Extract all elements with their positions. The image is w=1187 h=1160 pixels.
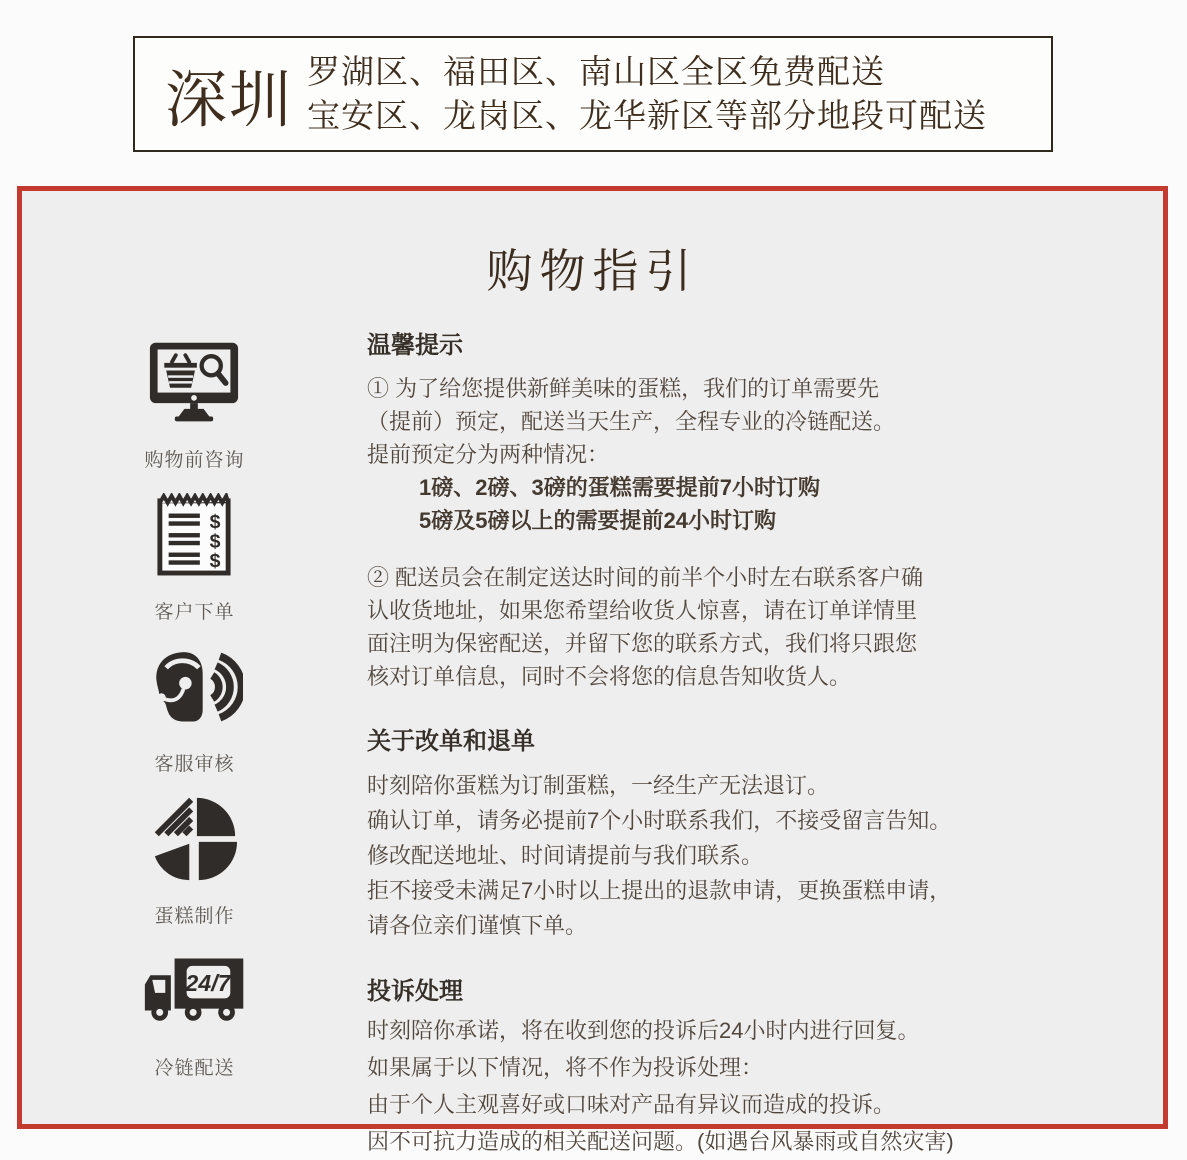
- step-pre-purchase: [144, 337, 244, 489]
- banner-delivery-lines: [307, 50, 987, 138]
- step-label-review: 客服审核: [154, 754, 235, 775]
- complaints-heading: 投诉处理: [367, 978, 463, 1005]
- changes-line: 请各位亲们谨慎下单。: [367, 913, 588, 938]
- complaints-line: 由于个人主观喜好或口味对产品有异议而造成的投诉。: [367, 1092, 896, 1117]
- changes-line: 确认订单，请务必提前7个小时联系我们，不接受留言告知。: [367, 808, 952, 833]
- changes-heading: 关于改单和退单: [367, 728, 535, 755]
- steps-column: [22, 305, 367, 1160]
- complaints-line: 因不可抗力造成的相关配送问题。(如遇台风暴雨或自然灾害): [367, 1129, 954, 1154]
- tips-advance-rules: [367, 471, 1047, 537]
- step-order: [154, 489, 234, 641]
- complaints-line: 如果属于以下情况，将不作为投诉处理：: [367, 1055, 764, 1080]
- pie-chart-icon: [152, 793, 238, 885]
- tips-line: 认收货地址，如果您希望给收货人惊喜，请在订单详情里: [367, 598, 918, 623]
- tips-paragraph-2: [367, 561, 1047, 693]
- guide-content: [22, 305, 1163, 1160]
- step-label-baking: 蛋糕制作: [154, 906, 235, 927]
- banner-free-delivery-line: 罗湖区、福田区、南山区全区免费配送: [307, 53, 886, 90]
- banner-partial-delivery-line: 宝安区、龙岗区、龙华新区等部分地段可配送: [307, 97, 988, 134]
- tips-line: 面注明为保密配送，并留下您的联系方式，我们将只跟您: [367, 631, 918, 656]
- monitor-search-icon: [148, 337, 240, 429]
- delivery-banner: [133, 36, 1053, 152]
- step-review: [147, 641, 243, 793]
- currency-glyph-1: $: [210, 511, 221, 534]
- tips-line: （提前）预定，配送当天生产，全程专业的冷链配送。: [367, 409, 896, 434]
- tips-paragraph-1: [367, 372, 1047, 471]
- advance-rule-line: 1磅、2磅、3磅的蛋糕需要提前7小时订购: [419, 475, 820, 500]
- step-delivery: [143, 945, 247, 1097]
- tips-line: ② 配送员会在制定送达时间的前半个小时左右联系客户确: [367, 565, 924, 590]
- page-title: 购物指引: [486, 245, 699, 297]
- currency-glyph-3: $: [210, 550, 221, 573]
- receipt-icon: [155, 489, 233, 581]
- step-baking: [152, 793, 238, 945]
- step-label-pre-purchase: 购物前咨询: [144, 450, 245, 471]
- tips-heading: 温馨提示: [367, 332, 463, 359]
- changes-line: 时刻陪你蛋糕为订制蛋糕，一经生产无法退订。: [367, 773, 830, 798]
- shopping-guide-panel: [17, 186, 1168, 1154]
- currency-glyph-2: $: [210, 530, 221, 553]
- changes-line: 拒不接受未满足7小时以上提出的退款申请，更换蛋糕申请，: [367, 878, 952, 903]
- headset-icon: [147, 641, 243, 733]
- tips-line: 核对订单信息，同时不会将您的信息告知收货人。: [367, 664, 852, 689]
- truck-247-icon: [143, 945, 247, 1037]
- complaints-paragraph: [367, 1012, 1047, 1160]
- changes-paragraph: [367, 768, 1047, 943]
- tips-line: ① 为了给您提供新鲜美味的蛋糕，我们的订单需要先: [367, 376, 880, 401]
- step-label-delivery: 冷链配送: [154, 1058, 235, 1079]
- truck-badge-text: 24/7: [184, 970, 231, 996]
- changes-line: 修改配送地址、时间请提前与我们联系。: [367, 843, 764, 868]
- complaints-line: 时刻陪你承诺，将在收到您的投诉后24小时内进行回复。: [367, 1018, 920, 1043]
- banner-city-label: 深圳: [165, 65, 294, 135]
- step-label-order: 客户下单: [154, 602, 235, 623]
- tips-line: 提前预定分为两种情况：: [367, 442, 610, 467]
- guide-text-column: [367, 305, 1047, 1160]
- advance-rule-line: 5磅及5磅以上的需要提前24小时订购: [419, 508, 776, 533]
